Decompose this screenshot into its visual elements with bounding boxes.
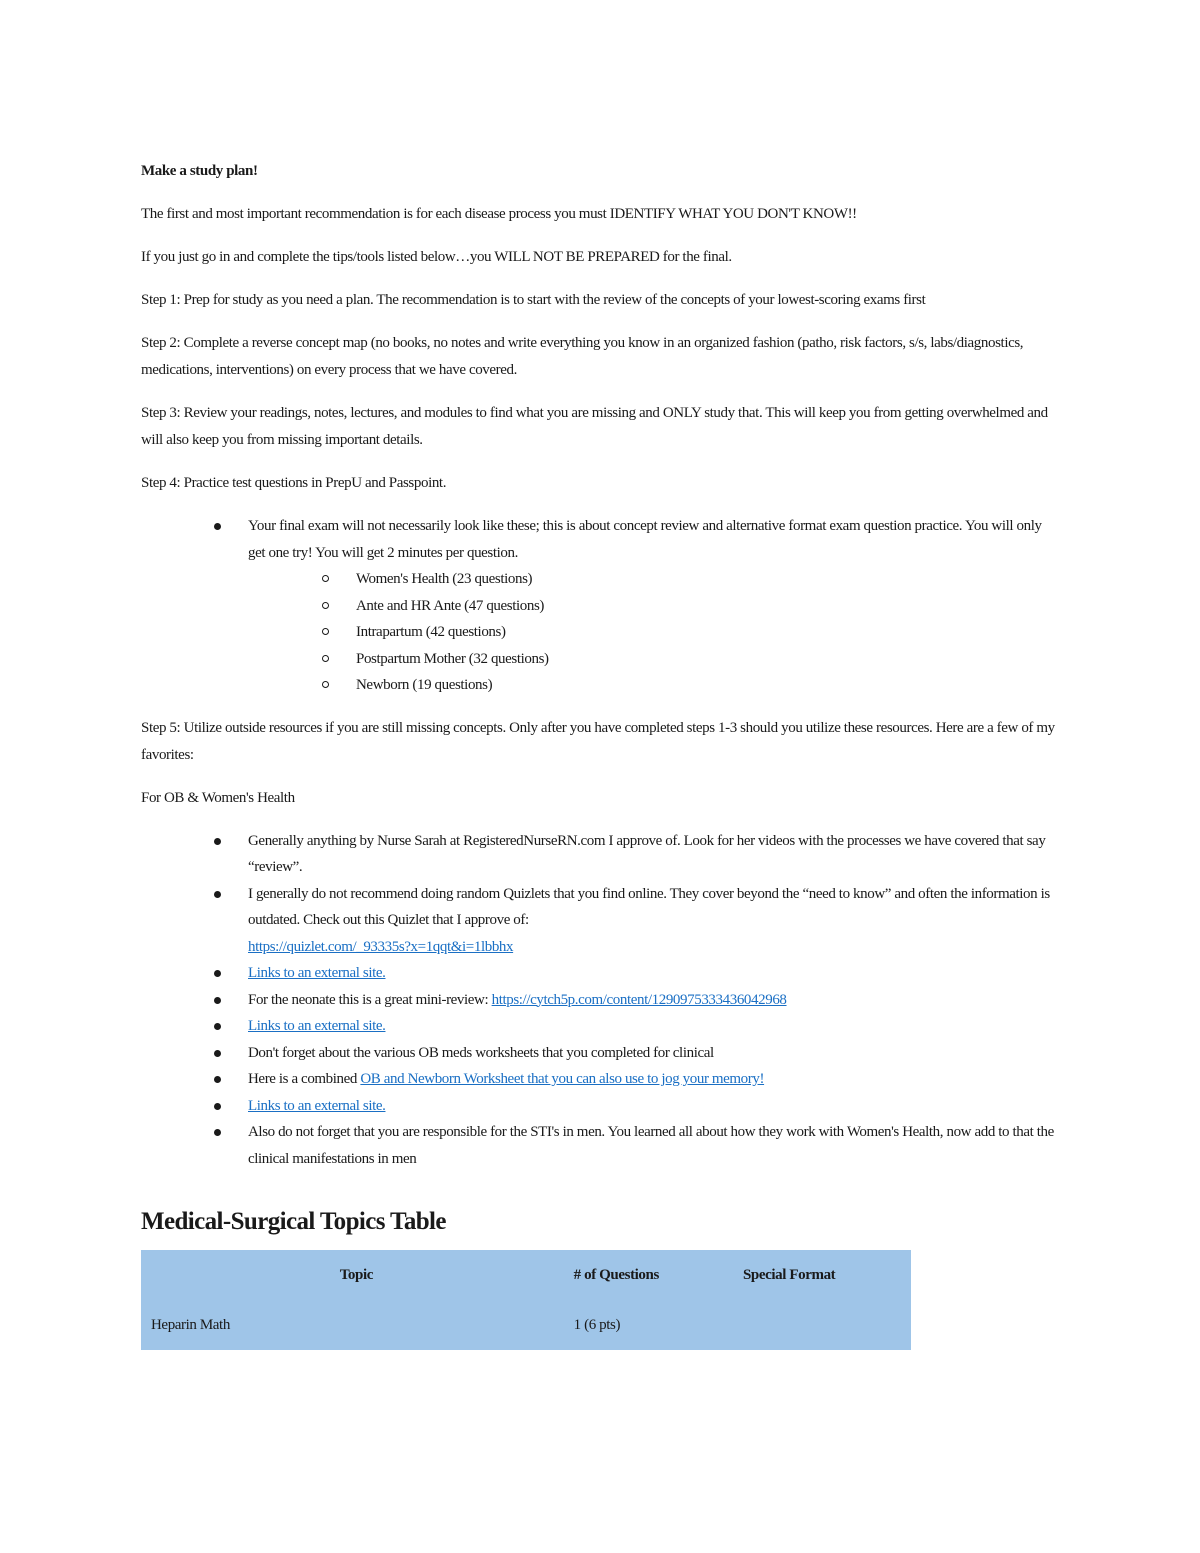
- resources-list: [214, 828, 1056, 1173]
- intro-paragraph: The first and most important recommendation is for each disease process you must IDENTIFY WHAT YOU DON'T KNOW!!: [141, 206, 857, 222]
- list-item: [214, 960, 1056, 987]
- quizlet-link[interactable]: https://quizlet.com/_93335s?x=1qqt&i=1lbbhx: [248, 938, 514, 955]
- column-header-questions: # of Questions: [573, 1266, 659, 1283]
- list-item: [322, 672, 1056, 699]
- list-item-text: Also do not forget that you are responsible for the STI's in men. You learned all about how they work with Women's Health, now add to that the clinical manifestations in men: [248, 1124, 1054, 1167]
- table-cell-topic: Heparin Math: [151, 1316, 230, 1333]
- bullet-icon: [214, 891, 221, 898]
- external-site-link[interactable]: Links to an external site.: [248, 965, 386, 981]
- topics-table: [141, 1250, 911, 1350]
- list-item: [214, 1119, 1056, 1172]
- bullet-icon: [214, 1050, 221, 1057]
- circle-bullet-icon: [322, 681, 329, 688]
- list-item-text: Postpartum Mother (32 questions): [356, 650, 549, 667]
- list-item-text: Intrapartum (42 questions): [356, 624, 506, 640]
- step-5-paragraph: Step 5: Utilize outside resources if you are still missing concepts. Only after you have completed steps 1-3 should you utilize these resources. Here are a few of my favorites:: [141, 719, 1055, 763]
- bullet-icon: [214, 838, 221, 845]
- list-item: [214, 987, 1056, 1014]
- list-item: [322, 593, 1056, 620]
- list-item-text: Don't forget about the various OB meds worksheets that you completed for clinical: [248, 1044, 714, 1061]
- bullet-icon: [214, 970, 221, 977]
- circle-bullet-icon: [322, 575, 329, 582]
- bullet-icon: [214, 1129, 221, 1136]
- list-item: [214, 1066, 1056, 1093]
- table-title: Medical-Surgical Topics Table: [141, 1208, 446, 1235]
- worksheet-link[interactable]: OB and Newborn Worksheet that you can also use to jog your memory!: [360, 1071, 765, 1087]
- ob-heading: For OB & Women's Health: [141, 789, 295, 806]
- step-3-paragraph: Step 3: Review your readings, notes, lectures, and modules to find what you are missing and ONLY study that. This will keep you from getting overwhelmed and will also keep you from missing important details.: [141, 405, 1048, 448]
- list-item-text: Here is a combined: [248, 1071, 358, 1087]
- list-item: [214, 1093, 1056, 1120]
- bullet-icon: [214, 997, 221, 1004]
- table-header-row: [141, 1250, 911, 1300]
- bullet-icon: [214, 523, 221, 530]
- document-page: [141, 150, 1056, 1350]
- bullet-icon: [214, 1076, 221, 1083]
- list-item-text: Ante and HR Ante (47 questions): [356, 597, 544, 614]
- list-item: [322, 566, 1056, 593]
- neonate-review-link[interactable]: https://cytch5p.com/content/1290975333436042968: [491, 991, 787, 1008]
- list-item-text: Generally anything by Nurse Sarah at RegisteredNurseRN.com I approve of. Look for her videos with the processes we have covered that say “review”.: [248, 832, 1046, 875]
- list-item: [214, 1040, 1056, 1067]
- step-1-paragraph: Step 1: Prep for study as you need a plan. The recommendation is to start with the review of the concepts of your lowest-scoring exams first: [141, 292, 926, 308]
- list-item: [214, 513, 1056, 699]
- table-cell-questions: 1 (6 pts): [573, 1316, 621, 1333]
- step-2-paragraph: Step 2: Complete a reverse concept map (no books, no notes and write everything you know in an organized fashion (patho, risk factors, s/s, labs/diagnostics, medications, interventions) on every process that we have covered.: [141, 335, 1024, 378]
- list-item-text: For the neonate this is a great mini-review:: [248, 991, 489, 1008]
- step-4-paragraph: Step 4: Practice test questions in PrepU and Passpoint.: [141, 475, 447, 491]
- circle-bullet-icon: [322, 628, 329, 635]
- list-item: [322, 619, 1056, 646]
- list-item-text: Women's Health (23 questions): [356, 571, 533, 587]
- column-header-topic: Topic: [339, 1266, 373, 1283]
- list-item: [214, 881, 1056, 961]
- external-site-link[interactable]: Links to an external site.: [248, 1097, 386, 1114]
- bullet-icon: [214, 1023, 221, 1030]
- bullet-icon: [214, 1103, 221, 1110]
- list-item: [214, 828, 1056, 881]
- step-4-bullet-list: [214, 513, 1056, 699]
- warning-paragraph: If you just go in and complete the tips/tools listed below…you WILL NOT BE PREPARED for the final.: [141, 249, 732, 265]
- page-title: Make a study plan!: [141, 163, 258, 179]
- column-header-format: Special Format: [742, 1266, 836, 1283]
- circle-bullet-icon: [322, 655, 329, 662]
- list-item: [214, 1013, 1056, 1040]
- table-row: [141, 1300, 911, 1350]
- list-item: [322, 646, 1056, 673]
- list-item-text: I generally do not recommend doing random Quizlets that you find online. They cover beyond the “need to know” and often the information is outdated. Check out this Quizlet that I approve of:: [248, 885, 1050, 928]
- table-cell-format: [742, 1300, 911, 1350]
- list-item-text: Newborn (19 questions): [356, 677, 493, 693]
- circle-bullet-icon: [322, 602, 329, 609]
- list-item-text: Your final exam will not necessarily look like these; this is about concept review and alternative format exam question practice. You will only get one try! You will get 2 minutes per question.: [248, 518, 1042, 561]
- external-site-link[interactable]: Links to an external site.: [248, 1018, 386, 1034]
- question-count-list: [322, 566, 1056, 699]
